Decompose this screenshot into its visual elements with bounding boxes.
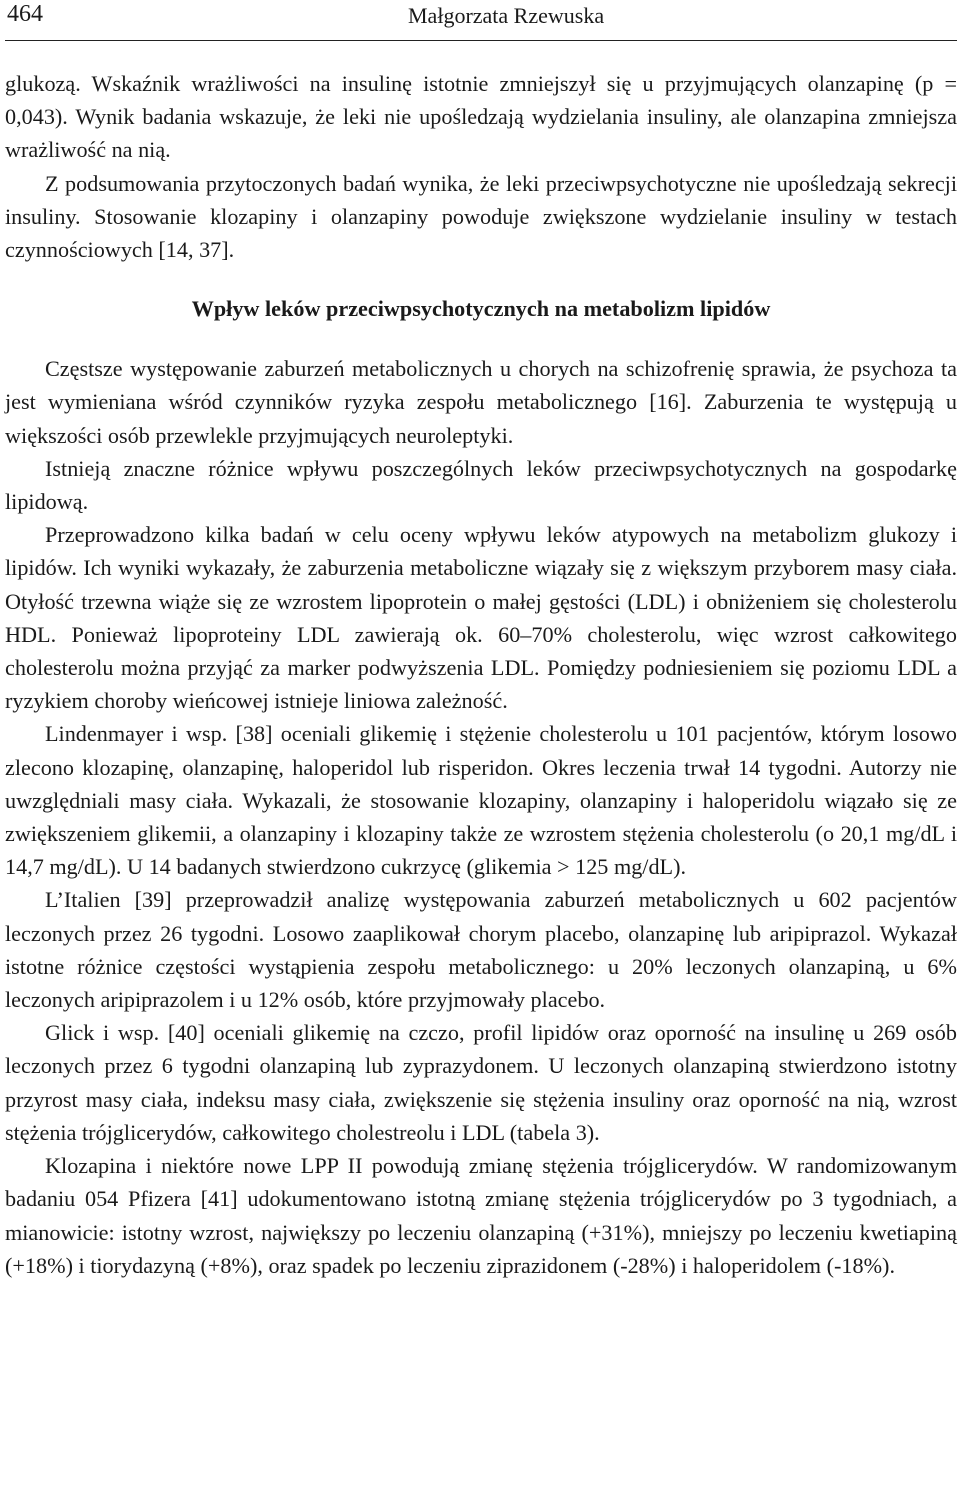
paragraph: Przeprowadzono kilka badań w celu oceny wpływu leków atypowych na metabolizm glukozy i lipidów. Ich wyniki wykazały, że zaburzenia metaboliczne wiązały się z większym przyborem masy ciała. Otyłość trzewna wiąże się ze wzrostem lipoprotein o małej gęstości (LDL) i obniżeniem się cholesterolu HDL. Ponieważ lipoproteiny LDL zawierają ok. 60–70% cholesterolu, więc wzrost całkowitego cholesterolu można przyjąć za marker podwyższenia LDL. Pomiędzy podniesieniem się poziomu LDL a ryzykiem choroby wieńcowej istnieje liniowa zależność. <box>5 522 957 714</box>
section-heading: Wpływ leków przeciwpsychotycznych na metabolizm lipidów <box>191 296 771 322</box>
paragraph: Klozapina i niektóre nowe LPP II powodują zmianę stężenia trójglicerydów. W randomizowanym badaniu 054 Pfizera [41] udokumentowano istotną zmianę stężenia trójglicerydów po 3 tygodniach, a mianowicie: istotny wzrost, największy po leczeniu olanzapiną (+31%), mniejszy po leczeniu kwetiapiną (+18%) i tiorydazyną (+8%), oraz spadek po leczeniu ziprazidonem (-28%) i haloperidolem (-18%). <box>5 1153 957 1278</box>
paragraph: Glick i wsp. [40] oceniali glikemię na czczo, profil lipidów oraz oporność na insulinę u 269 osób leczonych przez 6 tygodni olanzapiną lub zyprazydonem. U leczonych olanzapiną stwierdzono istotny przyrost masy ciała, indeksu masy ciała, zwiększenie się stężenia insuliny oraz oporność na nią, wzrost stężenia trójglicerydów, całkowitego cholestreolu i LDL (tabela 3). <box>5 1020 957 1145</box>
paragraph: L’Italien [39] przeprowadził analizę występowania zaburzeń metabolicznych u 602 pacjentów leczonych przez 26 tygodni. Losowo zaaplikował chorym placebo, olanzapinę lub aripiprazol. Wykazał istotne różnice częstości wystąpienia zespołu metabolicznego: u 20% leczonych olanzapiną, u 6% leczonych aripiprazolem i u 12% osób, które przyjmowały placebo. <box>5 887 957 1013</box>
paragraph: Istnieją znaczne różnice wpływu poszczególnych leków przeciwpsychotycznych na gospodarkę lipidową. <box>5 455 957 515</box>
running-header <box>5 0 957 41</box>
paragraph: Częstsze występowanie zaburzeń metabolicznych u chorych na schizofrenię sprawia, że psychoza ta jest wymieniana wśród czynników ryzyka zespołu metabolicznego [16]. Zaburzenia te występują u większości osób przewlekle przyjmujących neuroleptyki. <box>5 356 957 448</box>
running-header-author: Małgorzata Rzewuska <box>408 3 605 28</box>
page-number: 464 <box>7 1 43 27</box>
paragraph: Lindenmayer i wsp. [38] oceniali glikemię i stężenie cholesterolu u 101 pacjentów, którym losowo zlecono klozapinę, olanzapinę, haloperidol lub risperidon. Okres leczenia trwał 14 tygodni. Autorzy nie uwzględniali masy ciała. Wykazali, że stosowanie klozapiny, olanzapiny i haloperidolu wiązało się ze zwiększeniem glikemii, a olanzapiny i klozapiny także ze wzrostem stężenia cholesterolu (o 20,1 mg/dL i 14,7 mg/dL). U 14 badanych stwierdzono cukrzycę (glikemia > 125 mg/dL). <box>5 721 957 880</box>
body-text <box>5 67 957 1282</box>
paragraph: glukozą. Wskaźnik wrażliwości na insulinę istotnie zmniejszył się u przyjmujących olanzapinę (p = 0,043). Wynik badania wskazuje, że leki nie upośledzają wydzielania insuliny, ale olanzapina zmniejsza wrażliwość na nią. <box>5 71 957 163</box>
paragraph: Z podsumowania przytoczonych badań wynika, że leki przeciwpsychotyczne nie upośledzają sekrecji insuliny. Stosowanie klozapiny i olanzapiny powoduje zwiększone wydzielanie insuliny w testach czynnościowych [14, 37]. <box>5 170 957 263</box>
